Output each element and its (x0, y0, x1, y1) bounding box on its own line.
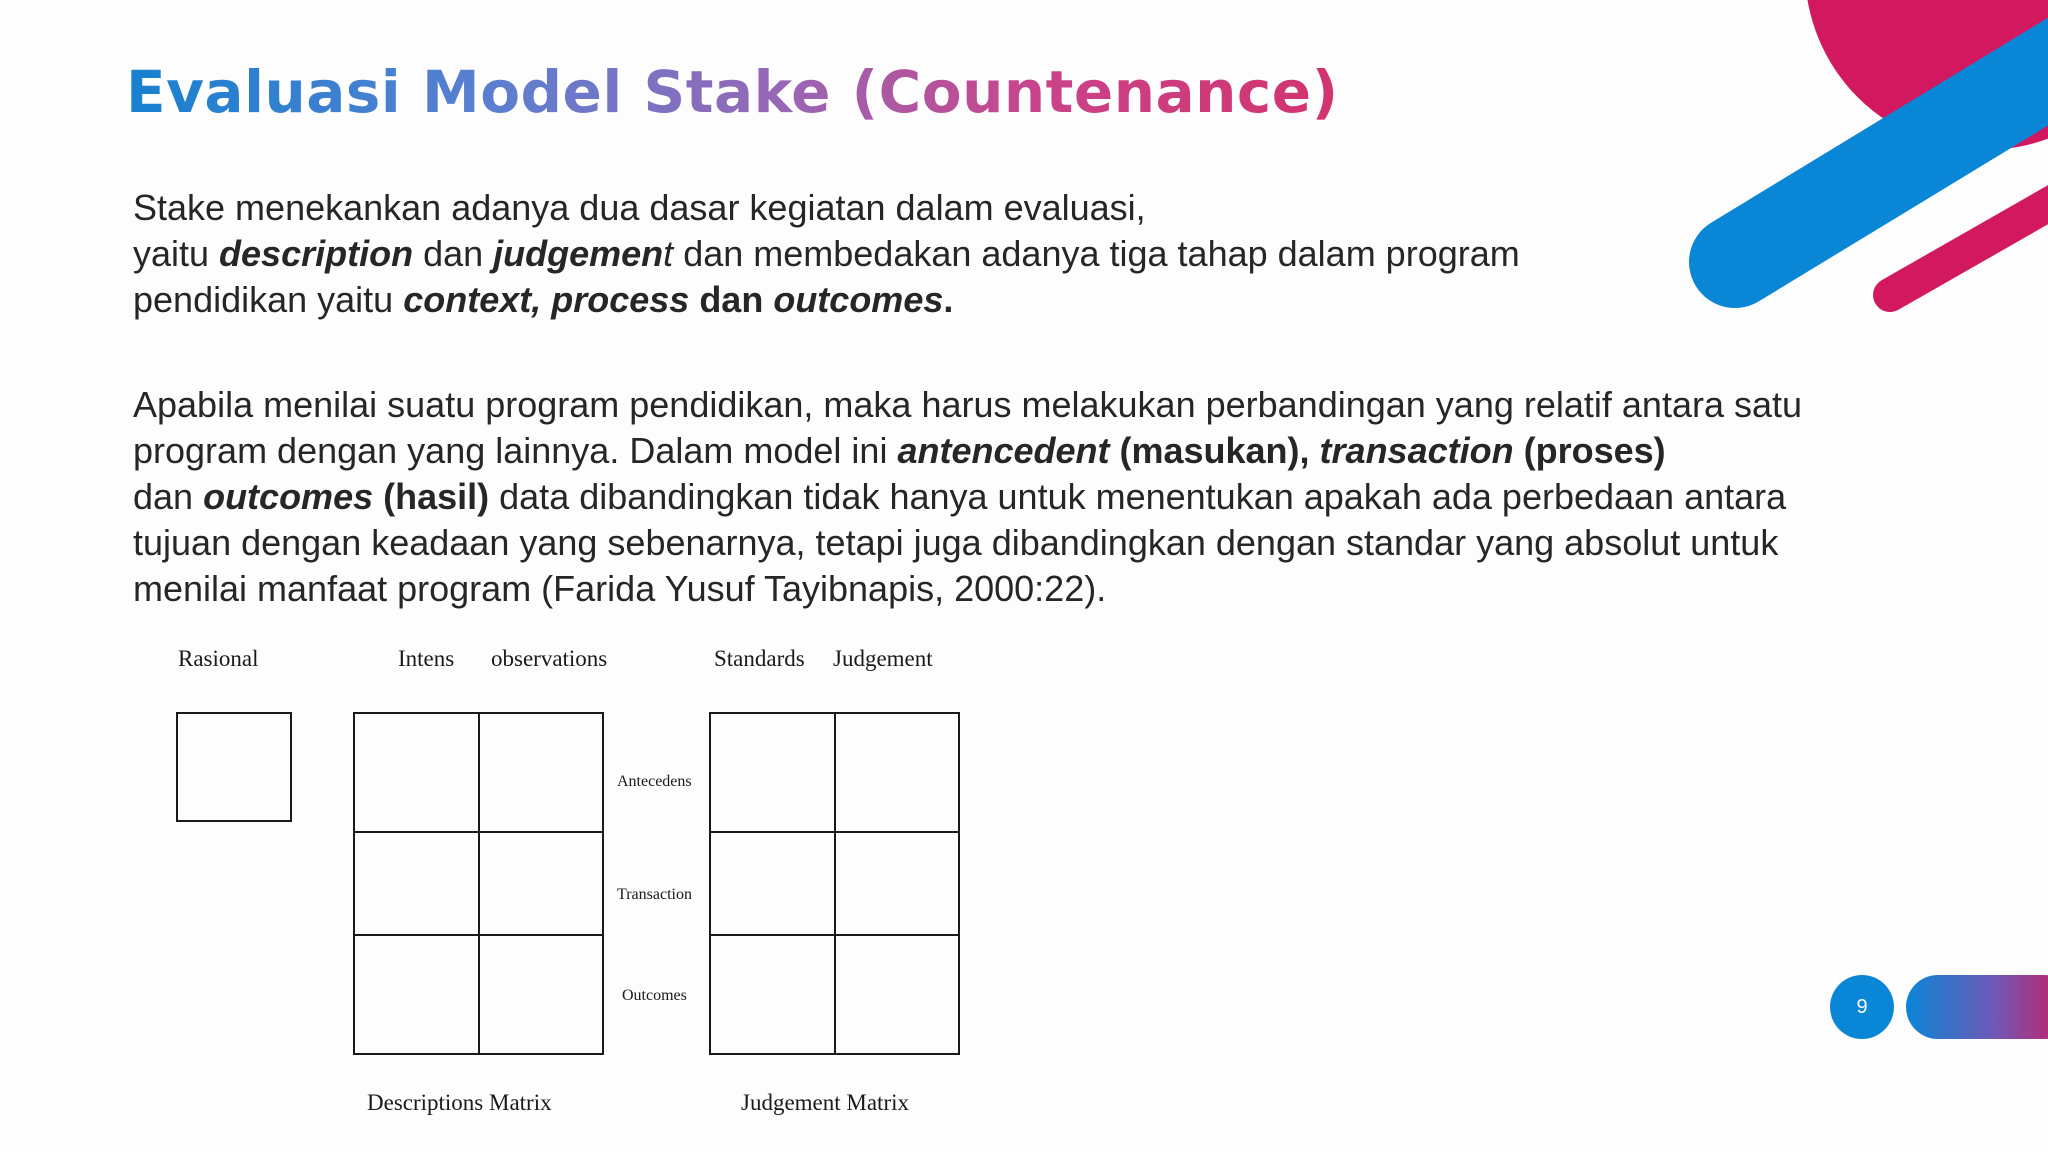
judgement-matrix-grid (710, 713, 959, 1054)
slide-title: Evaluasi Model Stake (Countenance) (126, 58, 1339, 126)
row-label-outcomes: Outcomes (622, 987, 687, 1004)
paragraph-description-judgement: Stake menekankan adanya dua dasar kegiatan dalam evaluasi, yaitu description dan judgement dan membedakan adanya tiga tahap dalam program pendidikan yaitu context, process dan outcomes. (133, 187, 1520, 320)
label-judgement: Judgement (833, 646, 933, 671)
label-standards: Standards (714, 646, 805, 671)
caption-descriptions-matrix: Descriptions Matrix (367, 1090, 552, 1115)
caption-judgement-matrix: Judgement Matrix (741, 1090, 909, 1115)
label-rasional: Rasional (178, 646, 259, 671)
paragraph-comparison: Apabila menilai suatu program pendidikan, maka harus melakukan perbandingan yang relatif antara satu program dengan yang lainnya. Dalam model ini antencedent (masukan), transaction (proses) dan outcomes (hasil) data dibandingkan tidak hanya untuk menentukan apakah ada perbedaan antara tujuan dengan keadaan yang sebenarnya, tetapi juga dibandingkan dengan standar yang absolut untuk menilai manfaat program (Farida Yusuf Tayibnapis, 2000:22). (133, 384, 1803, 609)
row-label-antecedens: Antecedens (617, 773, 692, 790)
rasional-box (177, 713, 291, 821)
page-number-badge: 9 (1830, 975, 1894, 1039)
row-label-transaction: Transaction (617, 886, 692, 903)
descriptions-matrix-grid (354, 713, 603, 1054)
label-observations: observations (491, 646, 608, 671)
label-intens: Intens (398, 646, 455, 671)
page-bar-decoration (1906, 975, 2048, 1039)
